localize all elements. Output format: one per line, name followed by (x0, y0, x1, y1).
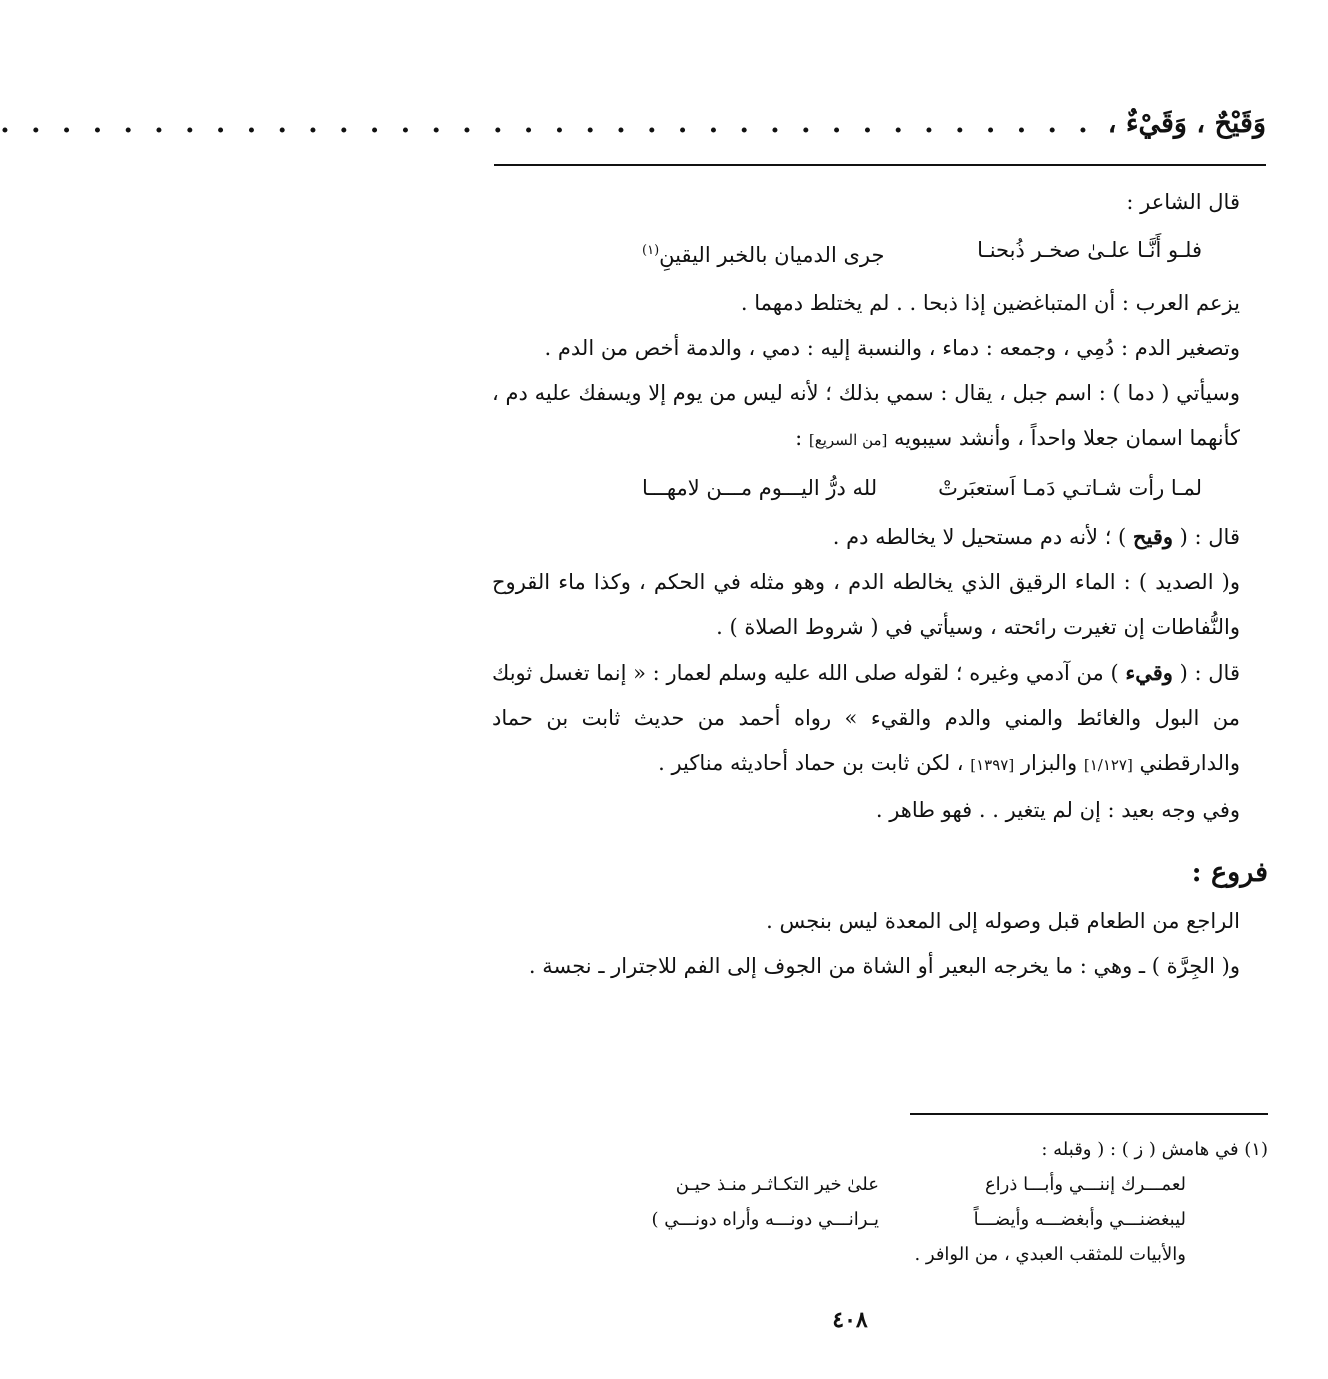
ref-daraqutni: [١/١٢٧] (1083, 756, 1133, 774)
section-heading-branches: فروع : (1191, 857, 1268, 888)
vomit-text: ) من آدمي وغيره ؛ لقوله صلى الله عليه وسلم لعمار : « إنما تغسل ثوبك من البول والغائط والمني والدم والقيء » رواه أحمد من حديث ثابت بن حماد والدارقطني (492, 661, 1240, 775)
footnote (492, 1132, 1268, 1272)
paragraph-food-return: الراجع من الطعام قبل وصوله إلى المعدة ليس بنجس . (766, 909, 1240, 933)
paragraph-dama-mountain (492, 371, 1268, 463)
header-title: وَقَيْحٌ ، وَقَيْءٌ ، (1107, 107, 1266, 139)
footnote-verse-2-a: ليبغضنـــي وأبغضـــه وأيضـــاً (973, 1209, 1186, 1230)
main-text (492, 180, 1268, 989)
footnote-verse-1-a: لعمـــرك إننـــي وأبـــا ذراع (984, 1174, 1186, 1195)
running-header (0, 103, 1266, 143)
pus-prefix: قال : ( (1173, 525, 1240, 549)
verse-2 (492, 466, 1268, 511)
footnote-verse-2 (492, 1202, 1268, 1237)
verse-1-second-hemistich (642, 228, 884, 278)
pus-term: وقيح (1132, 524, 1173, 549)
paragraph-discharge: و( الصديد ) : الماء الرقيق الذي يخالطه الدم ، وهو مثله في الحكم ، وكذا ماء القروح والنُّفاطات إن تغيرت رائحته ، وسيأتي في ( شروط الصلاة ) . (492, 570, 1240, 639)
paragraph-vomit (492, 650, 1268, 788)
pus-suffix: ) ؛ لأنه دم مستحيل لا يخالطه دم . (832, 525, 1133, 549)
verse-1 (492, 228, 1268, 278)
header-rule (494, 164, 1266, 166)
vomit-text-3: ، لكن ثابت بن حماد أحاديثه مناكير . (658, 751, 971, 775)
paragraph-poet-intro: قال الشاعر : (1126, 190, 1240, 214)
paragraph-arabs-claim: يزعم العرب : أن المتباغضين إذا ذبحا . . لم يختلط دمهما . (740, 291, 1240, 315)
footnote-verse-2-b: يـرانـــي دونـــه وأراه دونـــي ) (651, 1209, 879, 1230)
paragraph-cud: و( الجِرَّة ) ـ وهي : ما يخرجه البعير أو الشاة من الجوف إلى الفم للاجترار ـ نجسة . (528, 954, 1240, 978)
paragraph-diminutive: وتصغير الدم : دُمِي ، وجمعه : دماء ، والنسبة إليه : دمي ، والدمة أخص من الدم . (544, 336, 1240, 360)
verse-2-first-hemistich: لمـا رأت شـاتـي دَمـا اَستعبَرتْ (938, 476, 1202, 500)
verse-2-second-hemistich: لله درُّ اليـــوم مـــن لامهـــا (642, 476, 878, 500)
paragraph-pus (492, 514, 1268, 560)
footnote-verse-1 (492, 1167, 1268, 1202)
paragraph-dama-colon: : (795, 426, 809, 450)
footnote-rule (910, 1113, 1268, 1115)
paragraph-alternative-view: وفي وجه بعيد : إن لم يتغير . . فهو طاهر . (875, 798, 1240, 822)
paragraph-dama-text: وسيأتي ( دما ) : اسم جبل ، يقال : سمي بذلك ؛ لأنه ليس من يوم إلا ويسفك عليه دم ، كأنهما اسمان جعلا واحداً ، وأنشد سيبويه (492, 381, 1240, 450)
footnote-line-1: (١) في هامش ( ز ) : ( وقبله : (1041, 1139, 1268, 1160)
verse-1-second-text: جرى الدميان بالخبر اليقينِ (659, 243, 885, 267)
footnote-marker: (١) (642, 243, 660, 258)
vomit-prefix: قال : ( (1172, 661, 1240, 685)
vomit-term: وقيء (1125, 660, 1173, 685)
footnote-verse-1-b: علىٰ خير التكـاثـر منـذ حيـن (675, 1174, 879, 1195)
meter-label: [من السريع] (808, 431, 888, 449)
ref-bazzar: [١٣٩٧] (970, 756, 1015, 774)
footnote-attribution: والأبيات للمثقب العبدي ، من الوافر . (914, 1244, 1186, 1265)
verse-1-first-hemistich: فلـو أَنَّـا علـىٰ صخـر ذُبحنـا (977, 238, 1202, 262)
page-number: ٤٠٨ (832, 1307, 868, 1333)
header-dot-leader: . . . . . . . . . . . . . . . . . . . . . . . . . . . . . . . . . . . . (0, 107, 1094, 139)
vomit-text-2: والبزار (1014, 751, 1084, 775)
